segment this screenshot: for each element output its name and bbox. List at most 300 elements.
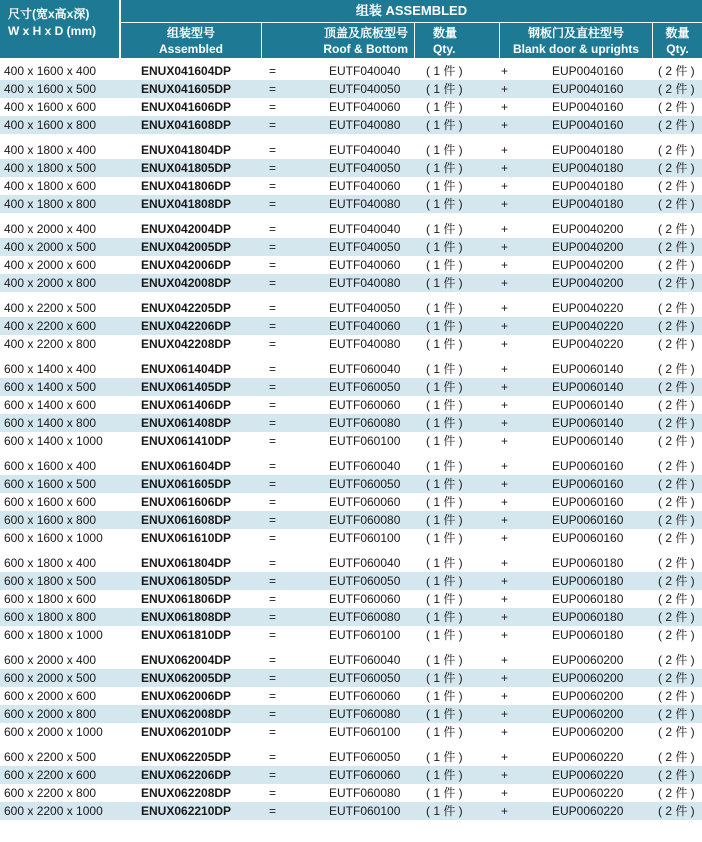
table-row <box>0 195 702 213</box>
dimension-cell: 600 x 1600 x 500 <box>4 477 97 491</box>
table-row <box>0 238 702 256</box>
qty-cell: ( 1 件 ) <box>426 671 463 685</box>
door-upright-cell: EUP0060220 <box>552 768 624 782</box>
equals-sign: = <box>269 100 277 114</box>
qty2-cell: ( 2 件 ) <box>658 707 695 721</box>
model-cell: ENUX041608DP <box>141 118 232 132</box>
door-upright-cell: EUP0040160 <box>552 100 624 114</box>
equals-sign: = <box>269 276 277 290</box>
qty2-cell: ( 2 件 ) <box>658 362 695 376</box>
dimension-cell: 400 x 1800 x 400 <box>4 143 97 157</box>
door-upright-cell: EUP0060220 <box>552 750 624 764</box>
row-group <box>0 360 702 450</box>
equals-sign: = <box>269 197 277 211</box>
door-column-header <box>500 23 652 58</box>
equals-sign: = <box>269 222 277 236</box>
table-row <box>0 396 702 414</box>
door-upright-cell: EUP0040220 <box>552 319 624 333</box>
dimension-cell: 400 x 1600 x 600 <box>4 100 97 114</box>
equals-sign: = <box>269 118 277 132</box>
qty2-cell: ( 2 件 ) <box>658 804 695 818</box>
table-row <box>0 159 702 177</box>
roof-bottom-cell: EUTF060060 <box>329 592 401 606</box>
door-upright-cell: EUP0040220 <box>552 337 624 351</box>
model-cell: ENUX042205DP <box>141 301 232 315</box>
table-row <box>0 299 702 317</box>
door-upright-cell: EUP0040200 <box>552 222 624 236</box>
qty2-cell: ( 2 件 ) <box>658 477 695 491</box>
qty2-cell: ( 2 件 ) <box>658 64 695 78</box>
dimension-cell: 600 x 2200 x 600 <box>4 768 97 782</box>
door-upright-cell: EUP0040180 <box>552 143 624 157</box>
dimension-cell: 600 x 1400 x 400 <box>4 362 97 376</box>
equals-sign: = <box>269 434 277 448</box>
dimension-cell: 400 x 1600 x 500 <box>4 82 97 96</box>
row-group <box>0 141 702 213</box>
table-row <box>0 177 702 195</box>
table-row <box>0 62 702 80</box>
qty-cell: ( 1 件 ) <box>426 362 463 376</box>
door-upright-cell: EUP0040200 <box>552 240 624 254</box>
equals-sign: = <box>269 301 277 315</box>
table-row <box>0 723 702 741</box>
dimension-cell: 600 x 2000 x 800 <box>4 707 97 721</box>
model-cell: ENUX062205DP <box>141 750 232 764</box>
qty2-cell: ( 2 件 ) <box>658 495 695 509</box>
model-cell: ENUX041805DP <box>141 161 232 175</box>
model-cell: ENUX062008DP <box>141 707 232 721</box>
qty-cell: ( 1 件 ) <box>426 398 463 412</box>
plus-sign: + <box>501 276 509 290</box>
table-row <box>0 432 702 450</box>
qty2-cell: ( 2 件 ) <box>658 768 695 782</box>
model-cell: ENUX061808DP <box>141 610 232 624</box>
roof-bottom-cell: EUTF060050 <box>329 380 401 394</box>
table-row <box>0 687 702 705</box>
plus-sign: + <box>501 398 509 412</box>
plus-sign: + <box>501 161 509 175</box>
dimension-cell: 600 x 1400 x 800 <box>4 416 97 430</box>
qty-cell: ( 1 件 ) <box>426 556 463 570</box>
plus-sign: + <box>501 671 509 685</box>
roof-bottom-cell: EUTF060100 <box>329 804 401 818</box>
door-header-cn: 钢板门及直柱型号 <box>527 26 624 40</box>
qty2-cell: ( 2 件 ) <box>658 380 695 394</box>
dimension-header-en: W x H x D (mm) <box>8 24 97 38</box>
qty2-cell: ( 2 件 ) <box>658 337 695 351</box>
dimension-cell: 400 x 2200 x 800 <box>4 337 97 351</box>
roof-bottom-cell: EUTF060080 <box>329 416 401 430</box>
equals-sign: = <box>269 628 277 642</box>
dimension-cell: 400 x 1600 x 400 <box>4 64 97 78</box>
model-cell: ENUX062010DP <box>141 725 232 739</box>
door-upright-cell: EUP0040200 <box>552 276 624 290</box>
model-cell: ENUX061805DP <box>141 574 232 588</box>
dimension-cell: 400 x 1800 x 800 <box>4 197 97 211</box>
door-upright-cell: EUP0060140 <box>552 380 624 394</box>
table-row <box>0 274 702 292</box>
model-cell: ENUX062210DP <box>141 804 232 818</box>
door-upright-cell: EUP0060180 <box>552 628 624 642</box>
roof-bottom-cell: EUTF060100 <box>329 434 401 448</box>
qty-cell: ( 1 件 ) <box>426 416 463 430</box>
roof-bottom-cell: EUTF060040 <box>329 459 401 473</box>
model-cell: ENUX062208DP <box>141 786 232 800</box>
equals-sign: = <box>269 258 277 272</box>
roof-bottom-cell: EUTF060100 <box>329 531 401 545</box>
door-upright-cell: EUP0060180 <box>552 556 624 570</box>
model-cell: ENUX061804DP <box>141 556 232 570</box>
roof-bottom-cell: EUTF060080 <box>329 786 401 800</box>
equals-sign: = <box>269 380 277 394</box>
dimension-cell: 400 x 2000 x 600 <box>4 258 97 272</box>
qty2-cell: ( 2 件 ) <box>658 459 695 473</box>
dimension-header <box>0 0 119 58</box>
table-row <box>0 705 702 723</box>
model-cell: ENUX042008DP <box>141 276 232 290</box>
plus-sign: + <box>501 574 509 588</box>
table-row <box>0 493 702 511</box>
dimension-cell: 600 x 1400 x 600 <box>4 398 97 412</box>
dimension-cell: 600 x 1600 x 400 <box>4 459 97 473</box>
door-header-en: Blank door & uprights <box>513 42 639 56</box>
roof-bottom-cell: EUTF040050 <box>329 161 401 175</box>
plus-sign: + <box>501 707 509 721</box>
model-cell: ENUX041806DP <box>141 179 232 193</box>
qty2-cell: ( 2 件 ) <box>658 610 695 624</box>
row-group <box>0 748 702 820</box>
qty-cell: ( 1 件 ) <box>426 258 463 272</box>
roof-bottom-cell: EUTF040060 <box>329 319 401 333</box>
roof-bottom-cell: EUTF060100 <box>329 725 401 739</box>
qty2-column-header <box>653 23 702 58</box>
equals-sign: = <box>269 398 277 412</box>
table-row <box>0 141 702 159</box>
qty-header-en: Qty. <box>433 42 456 56</box>
plus-sign: + <box>501 434 509 448</box>
dimension-cell: 600 x 2000 x 500 <box>4 671 97 685</box>
equals-sign: = <box>269 362 277 376</box>
qty-cell: ( 1 件 ) <box>426 531 463 545</box>
table-row <box>0 220 702 238</box>
dimension-cell: 400 x 2200 x 600 <box>4 319 97 333</box>
door-upright-cell: EUP0060140 <box>552 398 624 412</box>
door-upright-cell: EUP0060140 <box>552 434 624 448</box>
plus-sign: + <box>501 653 509 667</box>
door-upright-cell: EUP0060200 <box>552 689 624 703</box>
plus-sign: + <box>501 531 509 545</box>
row-group <box>0 554 702 644</box>
equals-sign: = <box>269 161 277 175</box>
plus-sign: + <box>501 416 509 430</box>
qty2-cell: ( 2 件 ) <box>658 531 695 545</box>
equals-sign: = <box>269 574 277 588</box>
qty-cell: ( 1 件 ) <box>426 100 463 114</box>
table-row <box>0 414 702 432</box>
table-row <box>0 748 702 766</box>
dimension-cell: 400 x 2200 x 500 <box>4 301 97 315</box>
roof-bottom-cell: EUTF060040 <box>329 556 401 570</box>
plus-sign: + <box>501 337 509 351</box>
equals-sign: = <box>269 513 277 527</box>
equals-sign: = <box>269 416 277 430</box>
roof-bottom-cell: EUTF040060 <box>329 258 401 272</box>
assembled-header: 组装 ASSEMBLED <box>121 0 702 22</box>
door-upright-cell: EUP0060200 <box>552 671 624 685</box>
qty-cell: ( 1 件 ) <box>426 689 463 703</box>
door-upright-cell: EUP0060160 <box>552 477 624 491</box>
equals-sign: = <box>269 143 277 157</box>
model-cell: ENUX062006DP <box>141 689 232 703</box>
plus-sign: + <box>501 592 509 606</box>
dimension-cell: 600 x 1600 x 800 <box>4 513 97 527</box>
door-upright-cell: EUP0060220 <box>552 804 624 818</box>
equals-sign: = <box>269 786 277 800</box>
model-cell: ENUX061404DP <box>141 362 232 376</box>
dimension-cell: 600 x 1800 x 1000 <box>4 628 103 642</box>
qty-cell: ( 1 件 ) <box>426 750 463 764</box>
qty-cell: ( 1 件 ) <box>426 725 463 739</box>
door-upright-cell: EUP0060160 <box>552 513 624 527</box>
table-row <box>0 360 702 378</box>
equals-sign: = <box>269 64 277 78</box>
model-cell: ENUX061606DP <box>141 495 232 509</box>
equals-sign: = <box>269 495 277 509</box>
model-cell: ENUX061608DP <box>141 513 232 527</box>
equals-sign: = <box>269 768 277 782</box>
table-row <box>0 766 702 784</box>
qty2-cell: ( 2 件 ) <box>658 671 695 685</box>
model-cell: ENUX061410DP <box>141 434 232 448</box>
roof-bottom-cell: EUTF060050 <box>329 477 401 491</box>
roof-bottom-cell: EUTF060050 <box>329 750 401 764</box>
dimension-cell: 400 x 2000 x 400 <box>4 222 97 236</box>
door-upright-cell: EUP0060180 <box>552 574 624 588</box>
table-row <box>0 802 702 820</box>
plus-sign: + <box>501 556 509 570</box>
table-row <box>0 554 702 572</box>
qty2-cell: ( 2 件 ) <box>658 750 695 764</box>
dimension-cell: 600 x 1600 x 1000 <box>4 531 103 545</box>
qty2-cell: ( 2 件 ) <box>658 118 695 132</box>
dimension-cell: 600 x 2200 x 1000 <box>4 804 103 818</box>
qty2-cell: ( 2 件 ) <box>658 276 695 290</box>
roof-column-header <box>262 23 414 58</box>
roof-bottom-cell: EUTF040080 <box>329 276 401 290</box>
equals-sign: = <box>269 531 277 545</box>
model-cell: ENUX041605DP <box>141 82 232 96</box>
equals-sign: = <box>269 689 277 703</box>
dimension-header-cn: 尺寸(宽x高x深) <box>8 7 90 21</box>
equals-sign: = <box>269 592 277 606</box>
roof-bottom-cell: EUTF040050 <box>329 301 401 315</box>
plus-sign: + <box>501 495 509 509</box>
plus-sign: + <box>501 100 509 114</box>
door-upright-cell: EUP0060140 <box>552 416 624 430</box>
roof-bottom-cell: EUTF040050 <box>329 240 401 254</box>
qty-cell: ( 1 件 ) <box>426 276 463 290</box>
table-row <box>0 378 702 396</box>
qty2-cell: ( 2 件 ) <box>658 82 695 96</box>
qty-cell: ( 1 件 ) <box>426 337 463 351</box>
qty2-cell: ( 2 件 ) <box>658 240 695 254</box>
plus-sign: + <box>501 610 509 624</box>
roof-bottom-cell: EUTF060060 <box>329 768 401 782</box>
qty-cell: ( 1 件 ) <box>426 64 463 78</box>
table-row <box>0 669 702 687</box>
qty2-cell: ( 2 件 ) <box>658 653 695 667</box>
table-row <box>0 651 702 669</box>
plus-sign: + <box>501 459 509 473</box>
equals-sign: = <box>269 240 277 254</box>
table-row <box>0 335 702 353</box>
model-cell: ENUX042206DP <box>141 319 232 333</box>
door-upright-cell: EUP0060220 <box>552 786 624 800</box>
plus-sign: + <box>501 380 509 394</box>
qty2-cell: ( 2 件 ) <box>658 556 695 570</box>
plus-sign: + <box>501 240 509 254</box>
door-upright-cell: EUP0040160 <box>552 118 624 132</box>
plus-sign: + <box>501 258 509 272</box>
qty2-cell: ( 2 件 ) <box>658 100 695 114</box>
dimension-cell: 600 x 1600 x 600 <box>4 495 97 509</box>
qty-cell: ( 1 件 ) <box>426 495 463 509</box>
table-row <box>0 626 702 644</box>
qty-cell: ( 1 件 ) <box>426 477 463 491</box>
qty2-cell: ( 2 件 ) <box>658 143 695 157</box>
qty-cell: ( 1 件 ) <box>426 179 463 193</box>
roof-bottom-cell: EUTF060100 <box>329 628 401 642</box>
plus-sign: + <box>501 64 509 78</box>
qty2-header-en: Qty. <box>666 42 689 56</box>
plus-sign: + <box>501 222 509 236</box>
qty2-cell: ( 2 件 ) <box>658 197 695 211</box>
qty-cell: ( 1 件 ) <box>426 459 463 473</box>
plus-sign: + <box>501 197 509 211</box>
plus-sign: + <box>501 301 509 315</box>
dimension-cell: 600 x 2000 x 400 <box>4 653 97 667</box>
qty-cell: ( 1 件 ) <box>426 513 463 527</box>
qty-cell: ( 1 件 ) <box>426 707 463 721</box>
row-group <box>0 299 702 353</box>
door-upright-cell: EUP0040180 <box>552 197 624 211</box>
equals-sign: = <box>269 179 277 193</box>
dimension-cell: 400 x 1800 x 500 <box>4 161 97 175</box>
model-cell: ENUX042005DP <box>141 240 232 254</box>
qty-cell: ( 1 件 ) <box>426 434 463 448</box>
dimension-cell: 600 x 1800 x 500 <box>4 574 97 588</box>
door-upright-cell: EUP0060160 <box>552 495 624 509</box>
row-group <box>0 220 702 292</box>
table-row <box>0 98 702 116</box>
model-cell: ENUX061806DP <box>141 592 232 606</box>
model-cell: ENUX041808DP <box>141 197 232 211</box>
model-column-header <box>121 23 261 58</box>
roof-bottom-cell: EUTF040080 <box>329 197 401 211</box>
qty-cell: ( 1 件 ) <box>426 240 463 254</box>
dimension-cell: 400 x 1600 x 800 <box>4 118 97 132</box>
table-row <box>0 475 702 493</box>
qty2-cell: ( 2 件 ) <box>658 301 695 315</box>
qty-cell: ( 1 件 ) <box>426 222 463 236</box>
plus-sign: + <box>501 689 509 703</box>
table-row <box>0 256 702 274</box>
model-cell: ENUX041604DP <box>141 64 232 78</box>
plus-sign: + <box>501 362 509 376</box>
roof-bottom-cell: EUTF060080 <box>329 610 401 624</box>
model-cell: ENUX061610DP <box>141 531 232 545</box>
door-upright-cell: EUP0040180 <box>552 161 624 175</box>
table-row <box>0 457 702 475</box>
qty2-cell: ( 2 件 ) <box>658 222 695 236</box>
table-row <box>0 572 702 590</box>
roof-bottom-cell: EUTF040040 <box>329 222 401 236</box>
qty2-cell: ( 2 件 ) <box>658 434 695 448</box>
table-row <box>0 608 702 626</box>
model-cell: ENUX042208DP <box>141 337 232 351</box>
dimension-cell: 600 x 2200 x 500 <box>4 750 97 764</box>
door-upright-cell: EUP0040160 <box>552 64 624 78</box>
door-upright-cell: EUP0060180 <box>552 592 624 606</box>
dimension-cell: 600 x 2200 x 800 <box>4 786 97 800</box>
table-body <box>0 62 702 827</box>
qty2-cell: ( 2 件 ) <box>658 319 695 333</box>
dimension-cell: 600 x 2000 x 600 <box>4 689 97 703</box>
qty2-cell: ( 2 件 ) <box>658 179 695 193</box>
equals-sign: = <box>269 804 277 818</box>
table-row <box>0 80 702 98</box>
door-upright-cell: EUP0060160 <box>552 459 624 473</box>
qty2-header-cn: 数量 <box>665 26 690 40</box>
dimension-cell: 400 x 1800 x 600 <box>4 179 97 193</box>
qty-header-cn: 数量 <box>433 26 458 40</box>
equals-sign: = <box>269 477 277 491</box>
model-cell: ENUX061605DP <box>141 477 232 491</box>
roof-bottom-cell: EUTF040080 <box>329 118 401 132</box>
qty-cell: ( 1 件 ) <box>426 301 463 315</box>
roof-bottom-cell: EUTF040040 <box>329 143 401 157</box>
model-cell: ENUX042006DP <box>141 258 232 272</box>
qty2-cell: ( 2 件 ) <box>658 416 695 430</box>
equals-sign: = <box>269 556 277 570</box>
roof-bottom-cell: EUTF060060 <box>329 495 401 509</box>
model-cell: ENUX062004DP <box>141 653 232 667</box>
dimension-cell: 600 x 1800 x 800 <box>4 610 97 624</box>
dimension-cell: 600 x 1800 x 600 <box>4 592 97 606</box>
qty2-cell: ( 2 件 ) <box>658 574 695 588</box>
plus-sign: + <box>501 143 509 157</box>
door-upright-cell: EUP0040180 <box>552 179 624 193</box>
door-upright-cell: EUP0060160 <box>552 531 624 545</box>
equals-sign: = <box>269 707 277 721</box>
equals-sign: = <box>269 610 277 624</box>
roof-bottom-cell: EUTF060060 <box>329 398 401 412</box>
roof-bottom-cell: EUTF060080 <box>329 513 401 527</box>
qty2-cell: ( 2 件 ) <box>658 258 695 272</box>
table-row <box>0 317 702 335</box>
plus-sign: + <box>501 82 509 96</box>
dimension-cell: 400 x 2000 x 500 <box>4 240 97 254</box>
roof-bottom-cell: EUTF060050 <box>329 671 401 685</box>
qty2-cell: ( 2 件 ) <box>658 689 695 703</box>
qty-cell: ( 1 件 ) <box>426 653 463 667</box>
door-upright-cell: EUP0040220 <box>552 301 624 315</box>
qty2-cell: ( 2 件 ) <box>658 513 695 527</box>
model-cell: ENUX041804DP <box>141 143 232 157</box>
equals-sign: = <box>269 671 277 685</box>
qty2-cell: ( 2 件 ) <box>658 398 695 412</box>
table-row <box>0 116 702 134</box>
